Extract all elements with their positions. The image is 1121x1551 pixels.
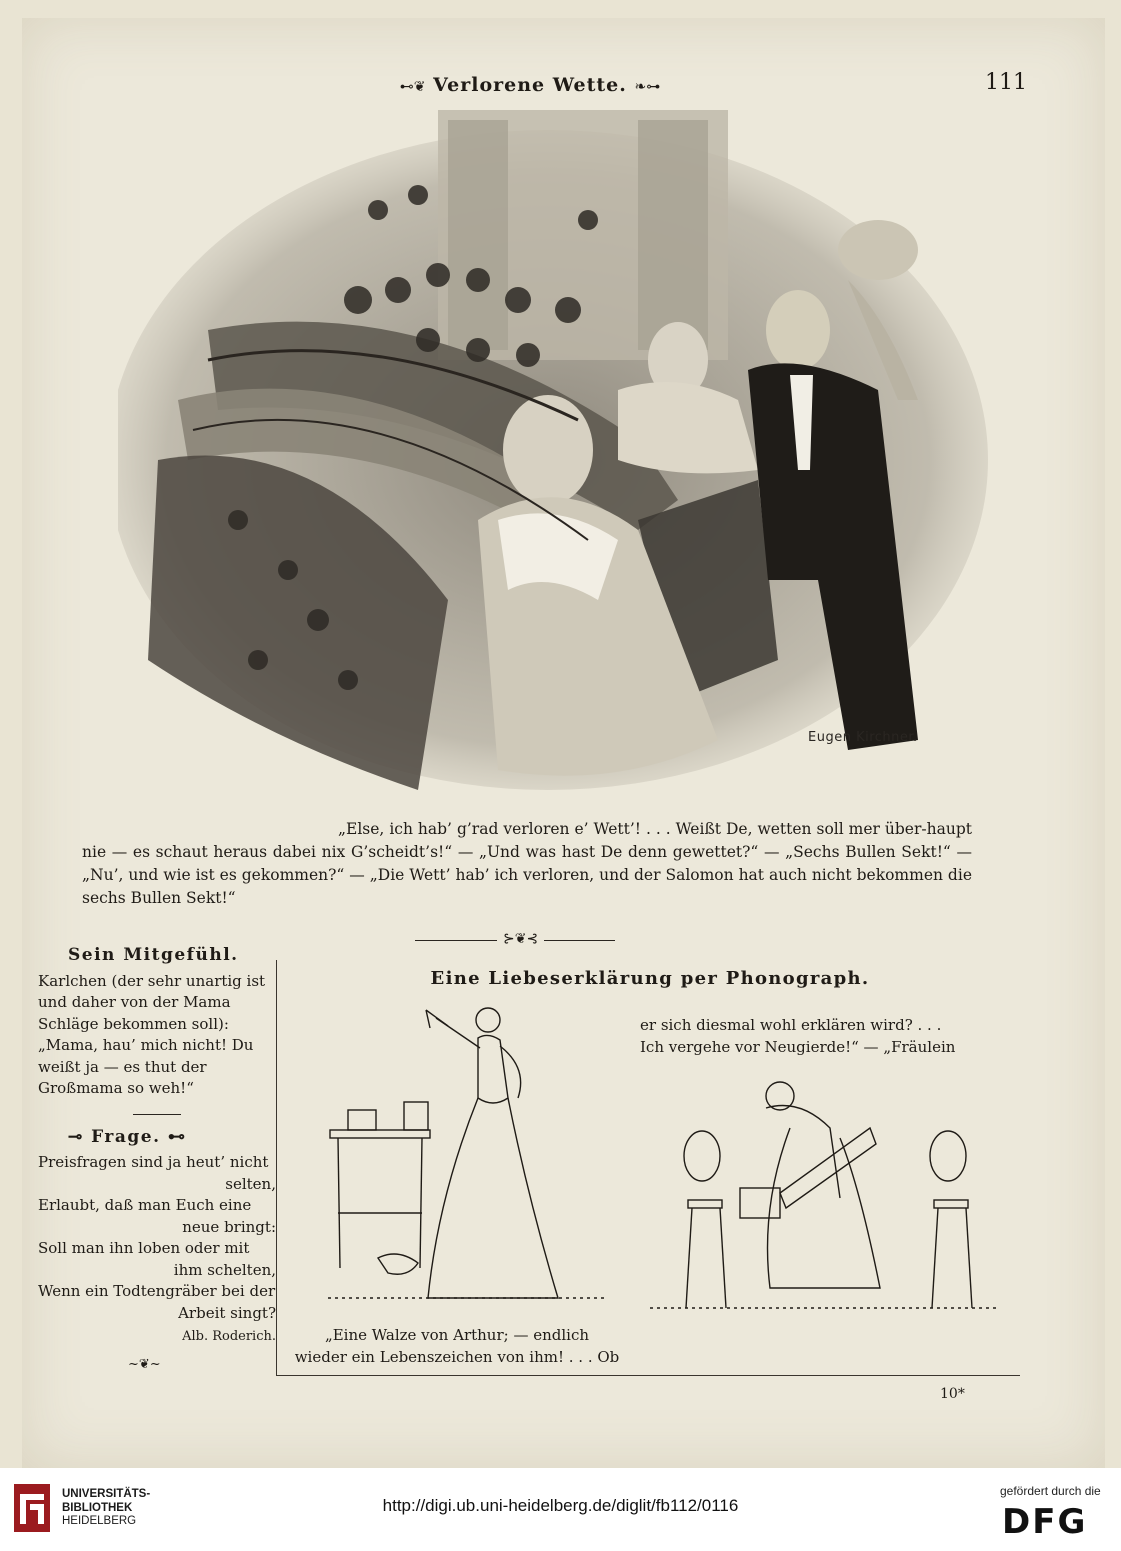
phonograph-text-line: wieder ein Lebenszeichen von ihm! . . . Ob [294,1348,620,1366]
poem-line: Arbeit singt? [178,1303,276,1322]
header-ornament-right: ❧⊶ [634,79,661,95]
phonograph-text-left [292,1324,622,1368]
poem-title: ⊸ Frage. ⊷ [68,1126,187,1147]
signature-mark: 10* [940,1386,965,1402]
page-number: 111 [985,70,1027,95]
left-column [38,945,276,1375]
column-rule [133,1114,181,1115]
poem-line: selten, [225,1174,276,1193]
library-name-line: BIBLIOTHEK [62,1501,133,1514]
phonograph-sketch-bending [640,1068,1010,1338]
source-url-link[interactable]: http://digi.ub.uni-heidelberg.de/diglit/fb112/0116 [382,1496,739,1515]
poem [38,1152,276,1324]
tail-ornament: ~❦~ [128,1356,161,1372]
artist-signature: Eugen Kirchner. [808,730,918,745]
funding-note: gefördert durch die [1000,1484,1101,1498]
column-divider [276,960,277,1375]
poem-line: Soll man ihn loben oder mit [38,1239,250,1257]
theater-box-illustration [118,100,1006,810]
phonograph-sketch-listening [318,998,618,1323]
poem-line: neue bringt: [182,1217,276,1236]
phonograph-text-right [640,1014,1000,1058]
poem-line: Preisfragen sind ja heut’ nicht [38,1153,269,1171]
illustration-caption [82,818,972,910]
story-title: Sein Mitgefühl. [68,945,239,965]
footer-bar [0,1468,1121,1551]
poem-line: Wenn ein Todtengräber bei der [38,1282,276,1300]
story-text: Karlchen (der sehr unartig ist und daher von der Mama Schläge bekommen soll): „Mama, hau’ mich nicht! Du weißt ja — es thut der Großmama so weh!“ [38,971,266,1097]
bottom-rule [276,1375,1020,1376]
phonograph-title: Eine Liebeserklärung per Phonograph. [430,968,870,989]
phonograph-text-line: „Eine Walze von Arthur; — endlich [324,1326,590,1344]
page-header-title [360,74,700,96]
poem-author: Alb. Roderich. [182,1329,276,1344]
phonograph-text-line: Ich vergehe vor Neugierde!“ — „Fräulein [640,1038,956,1056]
poem-line: ihm schelten, [173,1260,276,1279]
poem-line: Erlaubt, daß man Euch eine [38,1196,252,1214]
separator-ornament: ⊱❦⊰ [497,931,544,947]
article-title: Verlorene Wette. [433,74,627,96]
phonograph-text-line: er sich diesmal wohl erklären wird? . . . [640,1016,942,1034]
header-ornament-left: ⊷❦ [399,79,426,95]
library-name-line: UNIVERSITÄTS- [62,1488,151,1500]
caption-text: „Else, ich hab’ g’rad verloren e’ Wett’! . . . Weißt De, wetten soll mer über-haupt nie — es schaut heraus dabei nix G’scheidt’s!“ — „Und was hast De denn gewettet?“ — „Sechs Bullen Sekt!“ — „Nu’, und wie ist es gekommen?“ — „Die Wett’ hab’ ich verloren, und der Salomon hat auch nicht bekommen die sechs Bullen Sekt!“ [82,820,972,907]
library-name-line: HEIDELBERG [62,1515,137,1527]
dfg-logo: DFG [1002,1502,1088,1542]
